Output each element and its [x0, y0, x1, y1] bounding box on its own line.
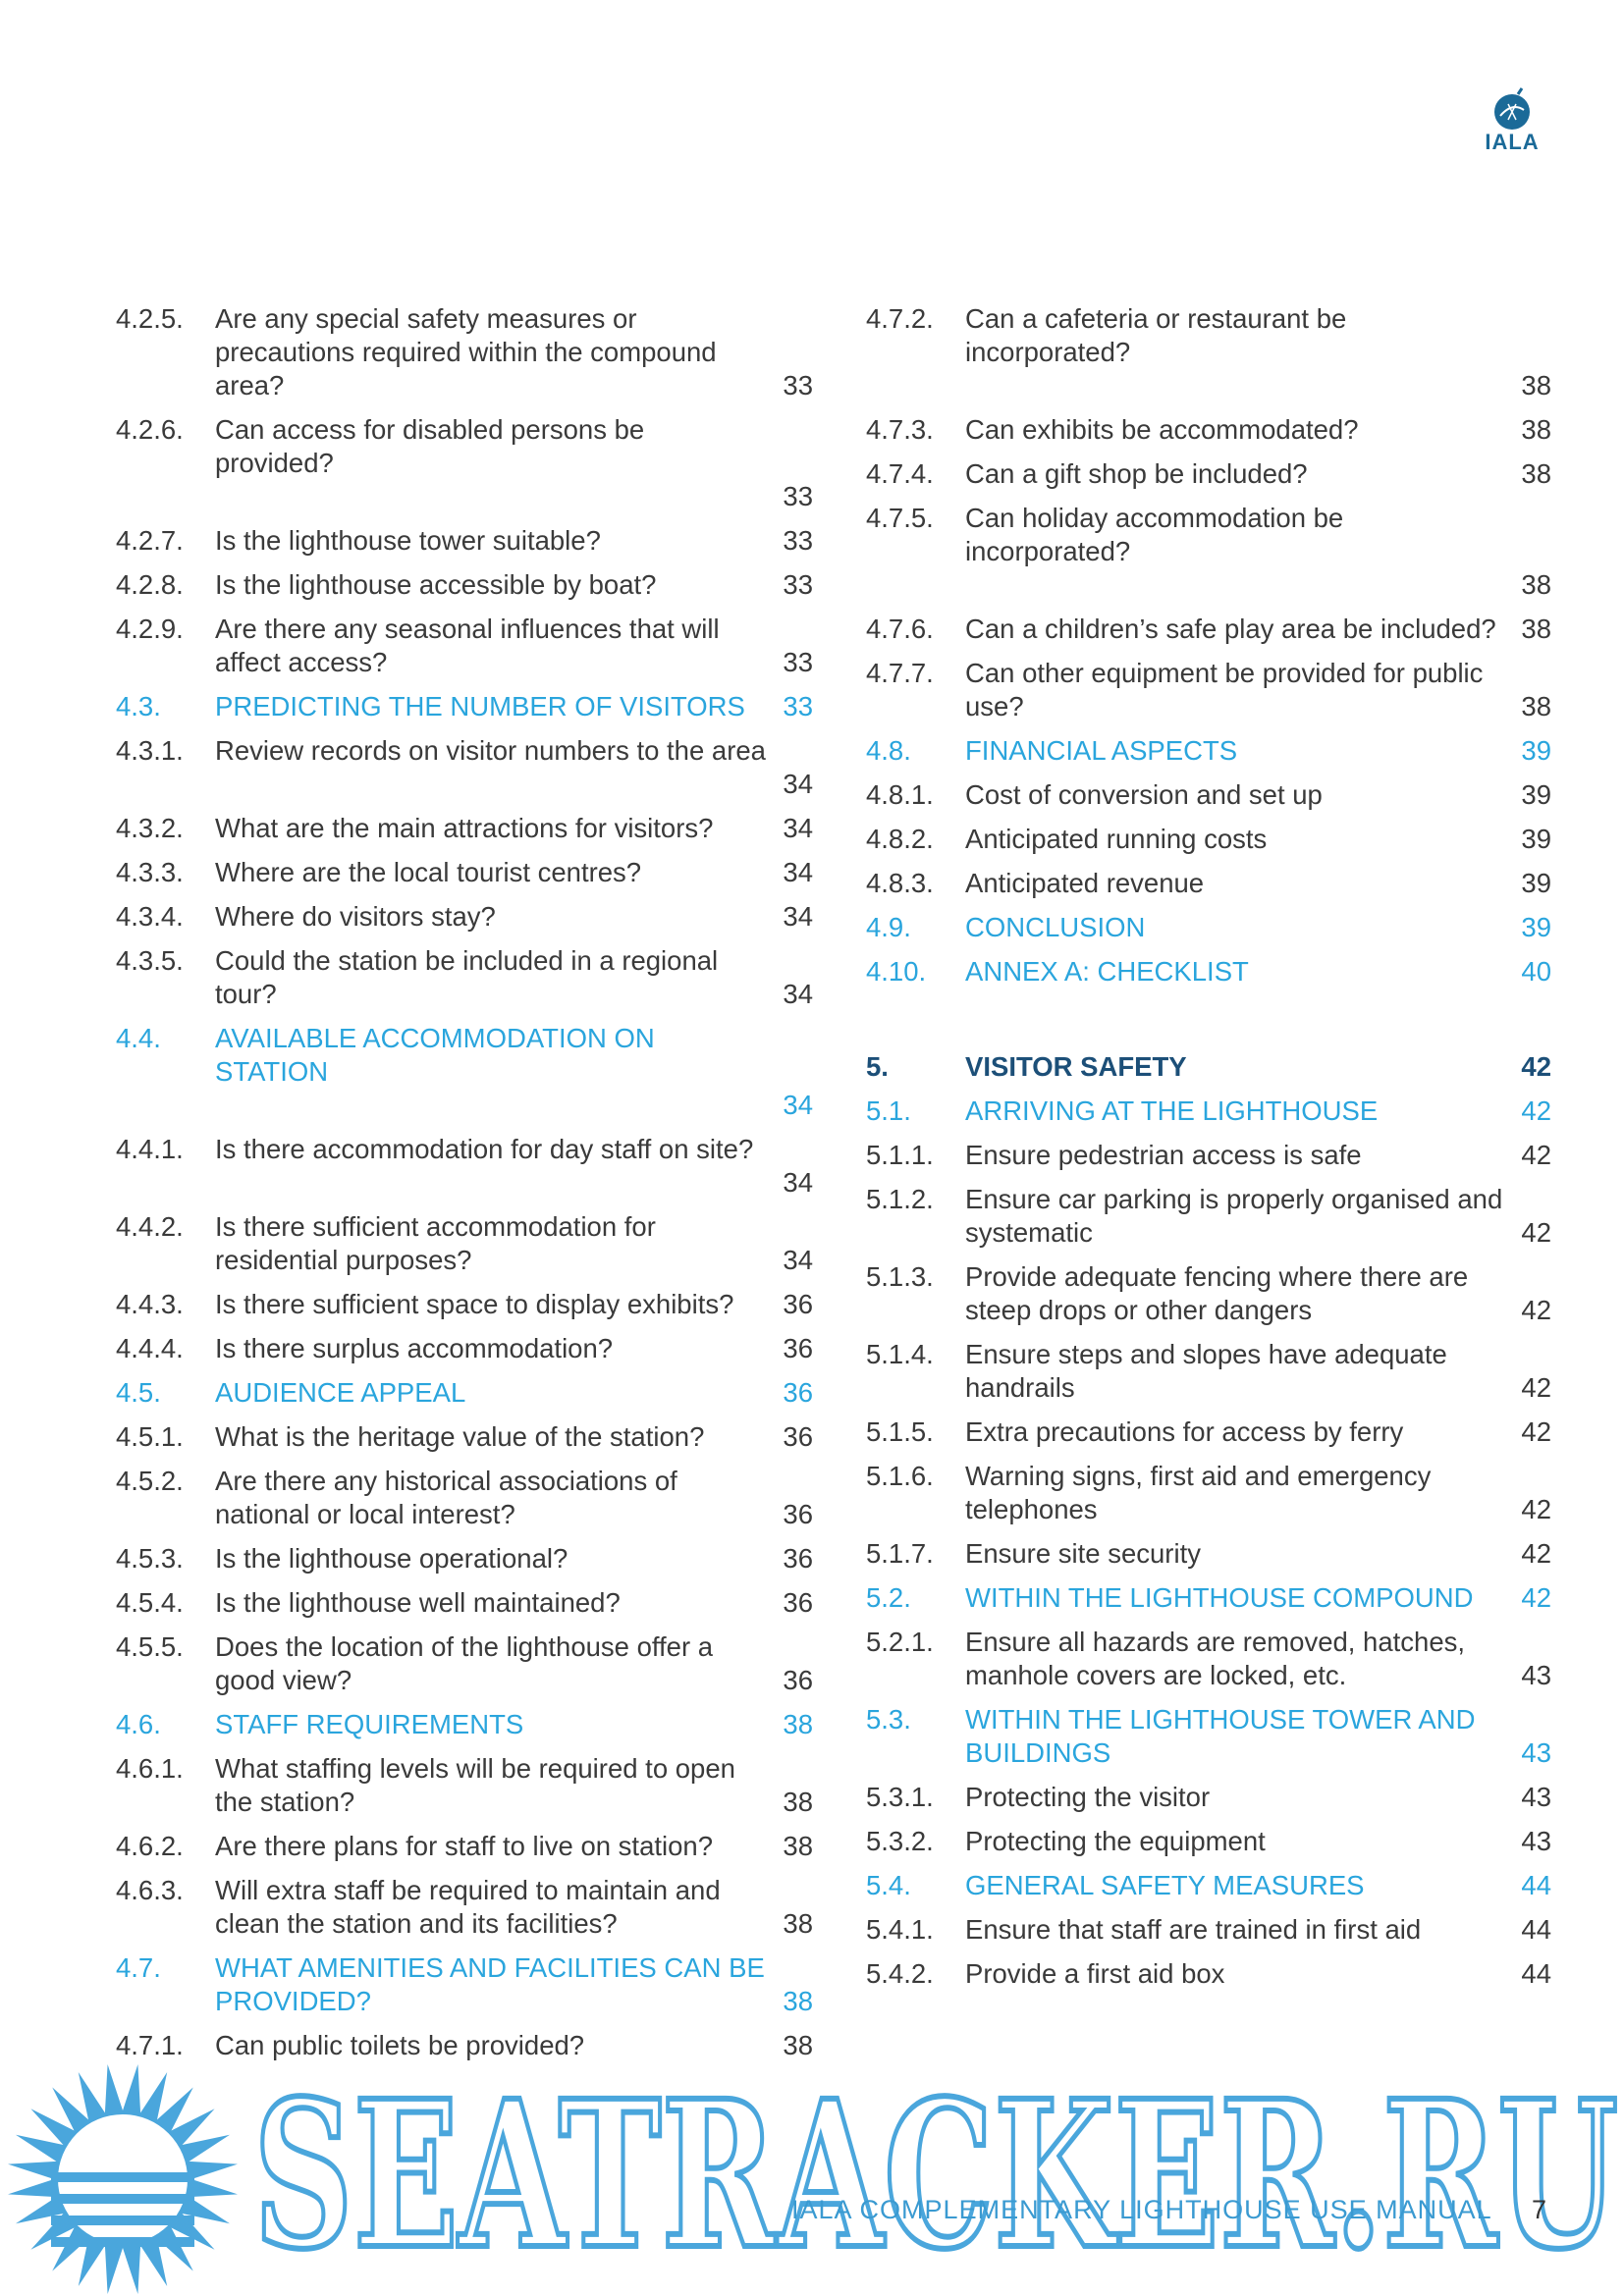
toc-entry-page: 34	[783, 813, 813, 843]
toc-entry-title: Ensure all hazards are removed, hatches, manhole covers are locked, etc.	[965, 1627, 1466, 1690]
toc-section-heading[interactable]	[866, 955, 1551, 988]
toc-entry-title: Is the lighthouse tower suitable?	[215, 525, 601, 556]
toc-section-heading[interactable]	[116, 1376, 813, 1410]
toc-entry-title: AVAILABLE ACCOMMODATION ON STATION	[215, 1023, 655, 1087]
toc-entry-number: 4.2.7.	[116, 525, 184, 556]
toc-entry-number: 4.2.5.	[116, 303, 184, 334]
toc-entry-title: ANNEX A: CHECKLIST	[965, 956, 1249, 987]
toc-entry-title: Is there sufficient space to display exhibits?	[215, 1289, 734, 1319]
toc-entry-title: Does the location of the lighthouse offer a good view?	[215, 1631, 714, 1695]
toc-entry-page: 38	[1521, 370, 1551, 400]
toc-entry-page: 38	[1521, 569, 1551, 600]
toc-entry-title: What staffing levels will be required to open the station?	[215, 1753, 735, 1817]
toc-section-heading[interactable]	[866, 911, 1551, 944]
toc-entry-title: Review records on visitor numbers to the area	[215, 735, 766, 766]
toc-entry-title: Is there surplus accommodation?	[215, 1333, 614, 1363]
toc-entry[interactable]	[116, 1830, 813, 1863]
toc-entry-number: 4.2.8.	[116, 569, 184, 600]
toc-entry-title: Is the lighthouse accessible by boat?	[215, 569, 657, 600]
toc-entry-page: 34	[783, 1167, 813, 1198]
toc-entry[interactable]	[866, 1626, 1551, 1692]
toc-entry-page: 36	[783, 1543, 813, 1574]
toc-entry-page: 38	[1521, 414, 1551, 445]
toc-entry-number: 4.4.	[116, 1023, 161, 1053]
toc-entry[interactable]	[116, 900, 813, 934]
toc-entry-number: 4.5.	[116, 1377, 161, 1408]
toc-entry-title: WITHIN THE LIGHTHOUSE COMPOUND	[965, 1582, 1474, 1613]
toc-entry-number: 4.2.9.	[116, 614, 184, 644]
toc-section-heading[interactable]	[116, 1951, 813, 2018]
toc-section-heading[interactable]	[866, 734, 1551, 768]
toc-entry[interactable]	[866, 1913, 1551, 1947]
toc-entry-number: 5.1.2.	[866, 1184, 934, 1214]
toc-entry-number: 5.2.1.	[866, 1627, 934, 1657]
toc-entry-number: 4.4.1.	[116, 1134, 184, 1164]
toc-entry-title: Where are the local tourist centres?	[215, 857, 642, 887]
toc-entry-page: 38	[783, 1908, 813, 1939]
toc-entry-title: Ensure site security	[965, 1538, 1201, 1569]
toc-entry-number: 4.5.2.	[116, 1466, 184, 1496]
toc-entry[interactable]	[116, 1542, 813, 1575]
toc-entry-page: 34	[783, 1090, 813, 1120]
toc-entry-number: 5.1.3.	[866, 1261, 934, 1292]
toc-entry[interactable]	[116, 1465, 813, 1531]
toc-entry[interactable]	[866, 1415, 1551, 1449]
toc-entry-number: 4.6.2.	[116, 1831, 184, 1861]
section-gap	[866, 999, 1551, 1050]
toc-entry-title: Provide adequate fencing where there are steep drops or other dangers	[965, 1261, 1469, 1325]
toc-entry[interactable]	[866, 1781, 1551, 1814]
toc-entry-title: Protecting the visitor	[965, 1782, 1211, 1812]
toc-entry[interactable]	[866, 502, 1551, 602]
toc-entry-number: 4.10.	[866, 956, 927, 987]
toc-entry-title: Could the station be included in a regional tour?	[215, 945, 719, 1009]
toc-entry-number: 5.4.	[866, 1870, 911, 1900]
toc-entry-page: 42	[1521, 1372, 1551, 1403]
toc-entry-number: 5.1.4.	[866, 1339, 934, 1369]
toc-right-column	[866, 302, 1551, 2002]
toc-entry[interactable]	[866, 457, 1551, 491]
toc-entry-number: 4.4.3.	[116, 1289, 184, 1319]
toc-entry-page: 36	[783, 1421, 813, 1452]
toc-entry-title: Can a children’s safe play area be included?	[965, 614, 1496, 644]
toc-entry-page: 34	[783, 769, 813, 799]
toc-entry-number: 4.6.3.	[116, 1875, 184, 1905]
toc-entry-page: 44	[1521, 1958, 1551, 1989]
toc-section-heading[interactable]	[116, 1708, 813, 1741]
toc-entry-title: Can exhibits be accommodated?	[965, 414, 1359, 445]
toc-entry[interactable]	[116, 944, 813, 1011]
toc-entry-number: 4.5.3.	[116, 1543, 184, 1574]
toc-entry-title: What is the heritage value of the station?	[215, 1421, 705, 1452]
toc-entry-title: PREDICTING THE NUMBER OF VISITORS	[215, 691, 745, 721]
toc-entry-page: 36	[783, 1289, 813, 1319]
toc-entry[interactable]	[866, 1957, 1551, 1991]
toc-entry-page: 43	[1521, 1826, 1551, 1856]
toc-entry-title: Ensure car parking is properly organised and systematic	[965, 1184, 1503, 1248]
toc-entry-number: 4.5.4.	[116, 1587, 184, 1618]
toc-entry[interactable]	[116, 1874, 813, 1941]
toc-entry-number: 4.8.3.	[866, 868, 934, 898]
toc-entry-page: 42	[1521, 1095, 1551, 1126]
toc-entry-number: 4.2.6.	[116, 414, 184, 445]
toc-entry[interactable]	[866, 778, 1551, 812]
toc-entry-page: 33	[783, 481, 813, 511]
toc-entry-page: 33	[783, 647, 813, 677]
toc-entry-number: 4.7.	[116, 1952, 161, 1983]
toc-entry-number: 5.4.1.	[866, 1914, 934, 1945]
sun-watermark-icon	[0, 2056, 245, 2296]
toc-entry-page: 36	[783, 1665, 813, 1695]
toc-section-heading[interactable]	[866, 1581, 1551, 1615]
toc-entry-number: 4.3.3.	[116, 857, 184, 887]
toc-entry-title: Is the lighthouse well maintained?	[215, 1587, 621, 1618]
toc-entry-page: 39	[1521, 779, 1551, 810]
sun-wave-line	[51, 2237, 194, 2247]
toc-entry-number: 4.8.	[866, 735, 911, 766]
toc-entry-title: Are any special safety measures or precautions required within the compound area?	[215, 303, 717, 400]
toc-section-heading[interactable]	[866, 1050, 1551, 1084]
toc-entry-page: 43	[1521, 1737, 1551, 1768]
toc-entry-page: 42	[1521, 1538, 1551, 1569]
toc-entry-number: 4.7.1.	[116, 2030, 184, 2060]
toc-entry-number: 5.3.1.	[866, 1782, 934, 1812]
toc-entry-page: 38	[783, 2030, 813, 2060]
toc-entry-number: 4.3.	[116, 691, 161, 721]
toc-entry-number: 5.2.	[866, 1582, 911, 1613]
toc-entry-title: WITHIN THE LIGHTHOUSE TOWER AND BUILDINGS	[965, 1704, 1476, 1768]
toc-entry-page: 36	[783, 1499, 813, 1529]
toc-entry[interactable]	[116, 413, 813, 513]
toc-entry-number: 4.7.3.	[866, 414, 934, 445]
toc-entry-page: 38	[1521, 614, 1551, 644]
toc-entry[interactable]	[116, 568, 813, 602]
toc-entry-page: 38	[783, 1787, 813, 1817]
sun-wave-line	[51, 2216, 194, 2225]
toc-entry-page: 33	[783, 569, 813, 600]
toc-entry[interactable]	[116, 812, 813, 845]
toc-entry-title: Anticipated revenue	[965, 868, 1205, 898]
toc-entry-page: 39	[1521, 735, 1551, 766]
toc-entry-title: Can other equipment be provided for public use?	[965, 658, 1484, 721]
toc-entry[interactable]	[116, 1752, 813, 1819]
toc-entry-title: Where do visitors stay?	[215, 901, 496, 932]
toc-entry-title: Will extra staff be required to maintain and clean the station and its facilities?	[215, 1875, 721, 1939]
toc-entry[interactable]	[116, 302, 813, 402]
toc-entry-page: 33	[783, 691, 813, 721]
toc-entry-page: 33	[783, 525, 813, 556]
toc-entry-title: Can a cafeteria or restaurant be incorporated?	[965, 303, 1347, 367]
toc-entry[interactable]	[866, 1183, 1551, 1250]
toc-entry-number: 4.9.	[866, 912, 911, 942]
toc-entry-page: 43	[1521, 1660, 1551, 1690]
toc-entry-page: 36	[783, 1377, 813, 1408]
toc-entry-number: 5.1.6.	[866, 1461, 934, 1491]
toc-entry-title: Can access for disabled persons be provided?	[215, 414, 645, 478]
toc-entry-title: Can public toilets be provided?	[215, 2030, 585, 2060]
toc-entry-title: What are the main attractions for visitors?	[215, 813, 714, 843]
toc-entry-title: Cost of conversion and set up	[965, 779, 1323, 810]
toc-entry-page: 42	[1521, 1416, 1551, 1447]
watermark	[253, 2079, 1618, 2266]
toc-entry-title: Ensure that staff are trained in first aid	[965, 1914, 1422, 1945]
toc-entry[interactable]	[866, 657, 1551, 723]
toc-entry-title: STAFF REQUIREMENTS	[215, 1709, 524, 1739]
toc-entry-number: 4.7.6.	[866, 614, 934, 644]
toc-entry[interactable]	[116, 613, 813, 679]
toc-entry-title: Anticipated running costs	[965, 824, 1268, 854]
toc-entry-title: Is there sufficient accommodation for residential purposes?	[215, 1211, 656, 1275]
toc-entry[interactable]	[116, 1420, 813, 1454]
toc-entry-page: 38	[1521, 691, 1551, 721]
toc-entry-number: 5.1.5.	[866, 1416, 934, 1447]
toc-entry-page: 36	[783, 1333, 813, 1363]
toc-entry[interactable]	[116, 1332, 813, 1365]
toc-entry[interactable]	[866, 867, 1551, 900]
toc-entry-page: 42	[1521, 1582, 1551, 1613]
toc-entry-page: 39	[1521, 868, 1551, 898]
toc-entry[interactable]	[116, 1288, 813, 1321]
toc-entry-number: 4.3.4.	[116, 901, 184, 932]
toc-entry-title: Can a gift shop be included?	[965, 458, 1308, 489]
toc-entry-title: Is there accommodation for day staff on site?	[215, 1134, 754, 1164]
toc-entry[interactable]	[866, 1537, 1551, 1571]
toc-entry-page: 42	[1521, 1295, 1551, 1325]
toc-entry-title: Can holiday accommodation be incorporated?	[965, 503, 1344, 566]
toc-entry-title: Provide a first aid box	[965, 1958, 1225, 1989]
toc-entry-number: 4.5.1.	[116, 1421, 184, 1452]
toc-entry-title: FINANCIAL ASPECTS	[965, 735, 1238, 766]
toc-entry[interactable]	[866, 823, 1551, 856]
sun-wave-line	[51, 2172, 194, 2182]
toc-entry-number: 5.3.	[866, 1704, 911, 1735]
toc-entry-number: 5.1.1.	[866, 1140, 934, 1170]
toc-entry-page: 42	[1521, 1051, 1551, 1082]
toc-entry-number: 4.3.5.	[116, 945, 184, 976]
watermark-text: SEATRACKER.RU	[253, 2079, 1618, 2266]
toc-entry-page: 44	[1521, 1914, 1551, 1945]
toc-entry-page: 33	[783, 370, 813, 400]
toc-entry-page: 38	[1521, 458, 1551, 489]
toc-entry[interactable]	[116, 856, 813, 889]
toc-section-heading[interactable]	[116, 690, 813, 723]
toc-entry-number: 4.7.5.	[866, 503, 934, 533]
toc-entry-title: WHAT AMENITIES AND FACILITIES CAN BE PROVIDED?	[215, 1952, 765, 2016]
toc-entry-title: Extra precautions for access by ferry	[965, 1416, 1404, 1447]
toc-entry-number: 5.1.	[866, 1095, 911, 1126]
toc-entry-number: 4.3.2.	[116, 813, 184, 843]
toc-entry-page: 43	[1521, 1782, 1551, 1812]
toc-section-heading[interactable]	[866, 1703, 1551, 1770]
toc-entry-title: ARRIVING AT THE LIGHTHOUSE	[965, 1095, 1379, 1126]
toc-entry-number: 4.7.4.	[866, 458, 934, 489]
toc-entry-number: 4.3.1.	[116, 735, 184, 766]
toc-entry-title: Protecting the equipment	[965, 1826, 1266, 1856]
toc-entry-page: 36	[783, 1587, 813, 1618]
toc-entry[interactable]	[866, 1260, 1551, 1327]
toc-entry-page: 38	[783, 1831, 813, 1861]
toc-entry-number: 4.8.2.	[866, 824, 934, 854]
toc-entry[interactable]	[116, 1210, 813, 1277]
toc-entry-page: 34	[783, 901, 813, 932]
toc-section-heading[interactable]	[866, 1869, 1551, 1902]
toc-entry-number: 4.4.2.	[116, 1211, 184, 1242]
toc-left-column	[116, 302, 813, 2073]
toc-entry-title: Are there plans for staff to live on station?	[215, 1831, 714, 1861]
toc-entry[interactable]	[116, 1630, 813, 1697]
toc-entry-page: 34	[783, 1245, 813, 1275]
toc-entry-page: 34	[783, 979, 813, 1009]
toc-entry-title: Are there any historical associations of national or local interest?	[215, 1466, 677, 1529]
logo-text: IALA	[1485, 130, 1540, 154]
toc-entry-title: Warning signs, first aid and emergency telephones	[965, 1461, 1432, 1524]
toc-entry-number: 4.6.	[116, 1709, 161, 1739]
toc-entry-number: 5.3.2.	[866, 1826, 934, 1856]
toc-entry-title: GENERAL SAFETY MEASURES	[965, 1870, 1365, 1900]
toc-entry[interactable]	[866, 413, 1551, 447]
toc-section-heading[interactable]	[866, 1095, 1551, 1128]
toc-entry-title: AUDIENCE APPEAL	[215, 1377, 466, 1408]
toc-entry-number: 4.8.1.	[866, 779, 934, 810]
toc-section-heading[interactable]	[116, 1022, 813, 1122]
toc-entry[interactable]	[116, 524, 813, 558]
toc-entry[interactable]	[116, 1586, 813, 1620]
sun-wave-line	[51, 2194, 194, 2204]
toc-entry-page: 38	[783, 1709, 813, 1739]
toc-entry[interactable]	[866, 1338, 1551, 1405]
toc-entry-title: Are there any seasonal influences that will affect access?	[215, 614, 720, 677]
toc-entry-page: 42	[1521, 1494, 1551, 1524]
toc-entry-number: 4.4.4.	[116, 1333, 184, 1363]
toc-entry[interactable]	[116, 1133, 813, 1200]
toc-entry-title: Ensure pedestrian access is safe	[965, 1140, 1362, 1170]
page-number: 7	[1532, 2195, 1547, 2224]
footer-title: IALA COMPLEMENTARY LIGHTHOUSE USE MANUAL	[791, 2195, 1492, 2224]
toc-entry-title: VISITOR SAFETY	[965, 1051, 1187, 1082]
toc-entry[interactable]	[866, 613, 1551, 646]
toc-entry-page: 39	[1521, 824, 1551, 854]
toc-entry[interactable]	[866, 302, 1551, 402]
toc-entry-number: 5.1.7.	[866, 1538, 934, 1569]
toc-entry-number: 5.	[866, 1051, 889, 1082]
toc-entry-title: Is the lighthouse operational?	[215, 1543, 568, 1574]
toc-entry-number: 4.5.5.	[116, 1631, 184, 1662]
toc-entry-title: Ensure steps and slopes have adequate handrails	[965, 1339, 1447, 1403]
toc-entry-number: 4.7.2.	[866, 303, 934, 334]
toc-entry-page: 44	[1521, 1870, 1551, 1900]
toc-entry-number: 5.4.2.	[866, 1958, 934, 1989]
toc-entry[interactable]	[866, 1460, 1551, 1526]
toc-entry[interactable]	[866, 1825, 1551, 1858]
toc-entry-page: 42	[1521, 1140, 1551, 1170]
toc-entry-page: 39	[1521, 912, 1551, 942]
toc-entry-page: 42	[1521, 1217, 1551, 1248]
toc-entry-page: 38	[783, 1986, 813, 2016]
toc-entry-title: CONCLUSION	[965, 912, 1146, 942]
toc-entry[interactable]	[116, 734, 813, 801]
toc-entry-page: 34	[783, 857, 813, 887]
toc-entry-page: 40	[1521, 956, 1551, 987]
toc-entry-number: 4.6.1.	[116, 1753, 184, 1784]
toc-entry[interactable]	[866, 1139, 1551, 1172]
toc-entry-number: 4.7.7.	[866, 658, 934, 688]
